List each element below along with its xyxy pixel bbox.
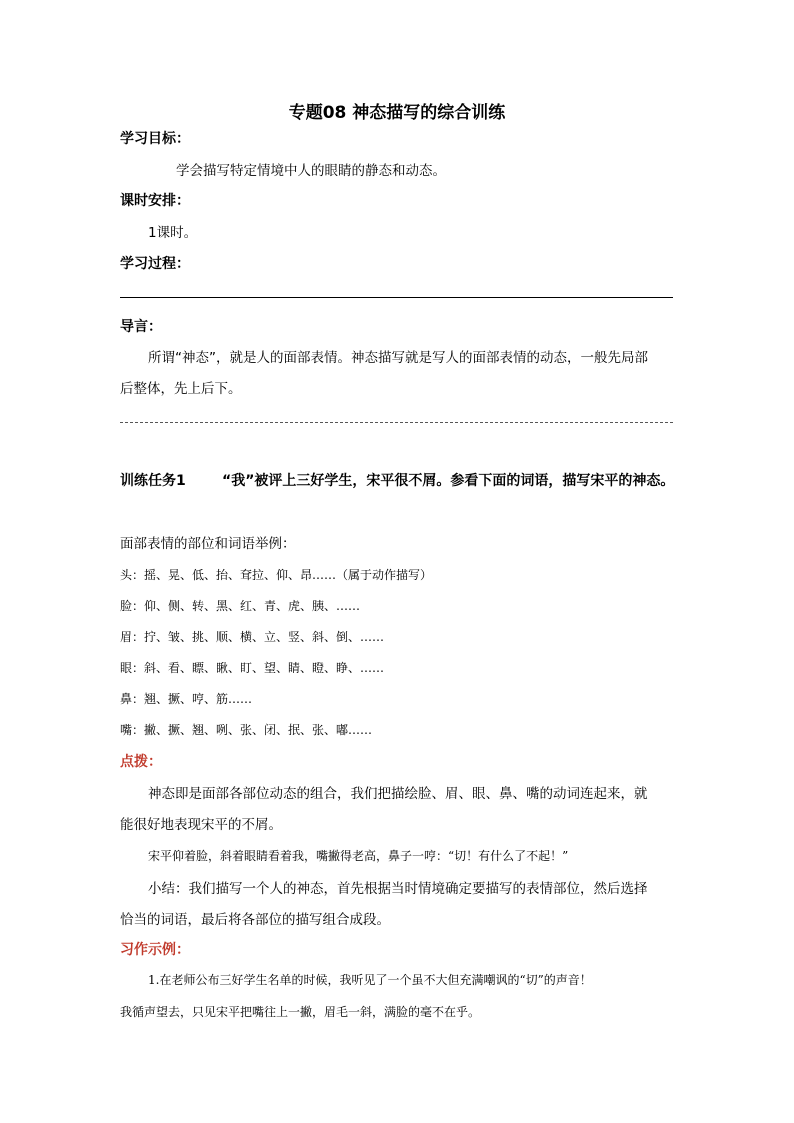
page-title: 专题08 神态描写的综合训练	[288, 103, 506, 123]
examples-heading: 面部表情的部位和词语举例：	[120, 536, 296, 552]
schedule-text: 1课时。	[148, 225, 198, 241]
goal-heading: 学习目标：	[120, 131, 190, 147]
word-line-face: 脸：仰、侧、转、黑、红、青、虎、胰、……	[120, 599, 361, 613]
word-line-nose: 鼻：翘、撅、哼、筋……	[120, 692, 253, 706]
tip-example: 宋平仰着脸，斜着眼睛看着我，嘴撇得老高，鼻子一哼：“切！有什么了不起！”	[148, 849, 569, 863]
tip-heading: 点拨：	[120, 754, 162, 770]
process-heading: 学习过程：	[120, 256, 190, 272]
word-line-mouth: 嘴：撇、撅、翘、咧、张、闭、抿、张、嘟……	[120, 723, 373, 737]
sample-heading: 习作示例：	[120, 942, 190, 958]
word-line-head: 头：摇、晃、低、抬、耷拉、仰、昂……（属于动作描写）	[120, 568, 433, 582]
dashed-divider	[120, 422, 673, 423]
intro-line-1: 所谓“神态”，就是人的面部表情。神态描写就是写人的面部表情的动态，一般先局部	[148, 350, 648, 366]
intro-heading: 导言：	[120, 319, 162, 335]
tip-line-2: 能很好地表现宋平的不屑。	[120, 817, 282, 833]
word-line-brow: 眉：拧、皱、挑、顺、横、立、竖、斜、倒、……	[120, 630, 385, 644]
sample-line-1: 1.在老师公布三好学生名单的时候，我听见了一个虽不大但充满嘲讽的“切”的声音！	[148, 973, 592, 987]
task-label: 训练任务1	[120, 473, 186, 489]
section-divider	[120, 297, 673, 298]
summary-line-2: 恰当的词语，最后将各部位的描写组合成段。	[120, 912, 390, 928]
intro-line-2: 后整体，先上后下。	[120, 381, 242, 397]
schedule-heading: 课时安排：	[120, 193, 190, 209]
sample-line-2: 我循声望去，只见宋平把嘴往上一撇，眉毛一斜，满脸的毫不在乎。	[120, 1005, 481, 1019]
tip-line-1: 神态即是面部各部位动态的组合，我们把描绘脸、眉、眼、鼻、嘴的动词连起来，就	[148, 786, 648, 802]
goal-text: 学会描写特定情境中人的眼睛的静态和动态。	[176, 163, 446, 179]
word-line-eye: 眼：斜、看、瞟、瞅、盯、望、睛、瞪、睁、……	[120, 661, 385, 675]
summary-line-1: 小结：我们描写一个人的神态，首先根据当时情境确定要描写的表情部位，然后选择	[148, 881, 648, 897]
task-text: “我”被评上三好学生，宋平很不屑。参看下面的词语，描写宋平的神态。	[222, 473, 675, 489]
